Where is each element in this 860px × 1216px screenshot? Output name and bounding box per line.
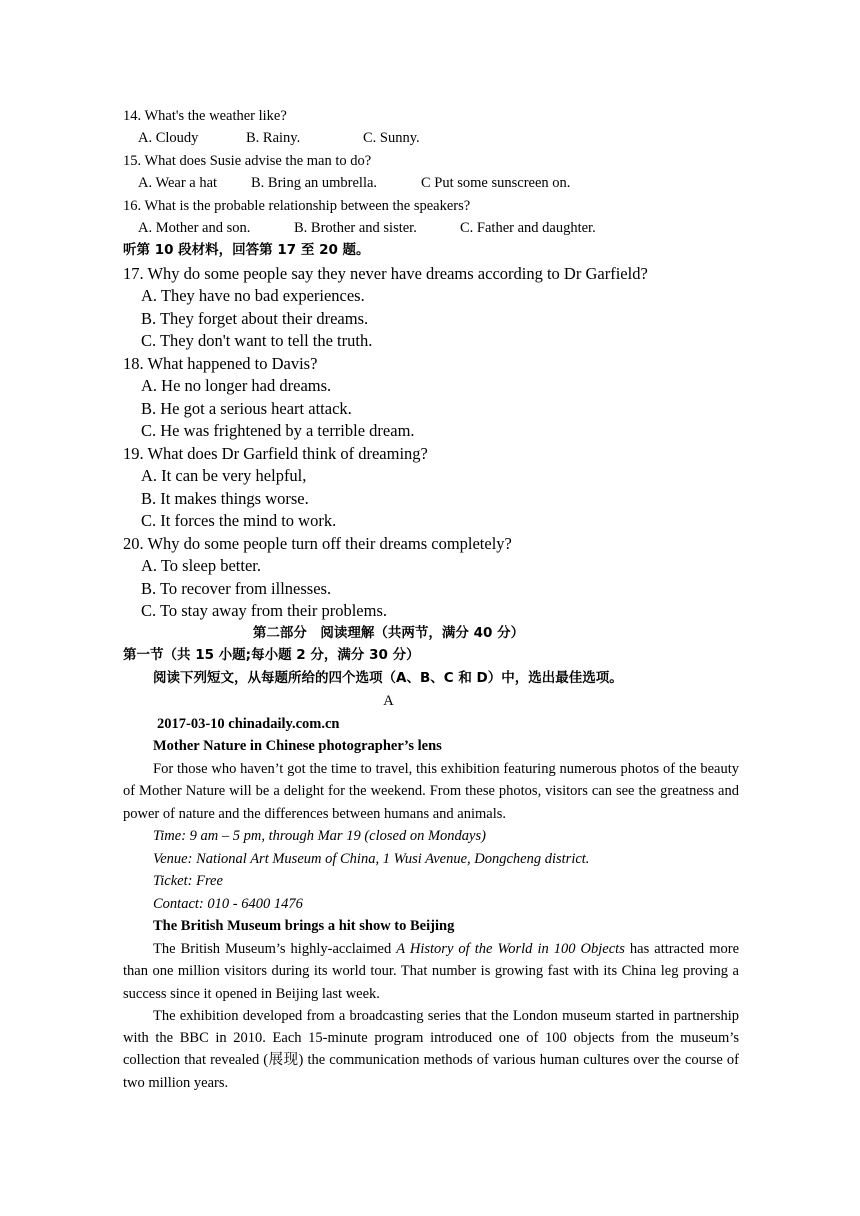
question-19: 19. What does Dr Garfield think of dreaming? [123, 444, 428, 463]
exhibition-name: A History of the World in 100 Objects [396, 941, 625, 957]
part2-heading: 第二部分 阅读理解（共两节，满分 40 分） [252, 625, 525, 641]
option-a: A. Cloudy [138, 130, 199, 146]
article2-title: The British Museum brings a hit show to Beijing [153, 918, 455, 934]
passage-letter: A [383, 693, 394, 709]
event-time: Time: 9 am – 5 pm, through Mar 19 (closed on Mondays) [153, 828, 486, 844]
option-a: A. It can be very helpful, [141, 466, 307, 485]
option-c: C Put some sunscreen on. [421, 175, 571, 191]
article2-paragraph-1: The British Museum’s highly-acclaimed A History of the World in 100 Objects has attracted more than one million visitors during its world tour. That number is growing fast with its China leg proving a success since it opened in Beijing last week. [123, 941, 740, 1002]
event-ticket: Ticket: Free [153, 873, 223, 889]
dateline: 2017-03-10 chinadaily.com.cn [157, 716, 340, 732]
option-c: C. To stay away from their problems. [141, 601, 387, 620]
article2-body [123, 938, 739, 1094]
option-b: B. Bring an umbrella. [251, 175, 378, 191]
option-c: C. They don't want to tell the truth. [141, 331, 373, 350]
option-c: C. Sunny. [363, 130, 420, 146]
section10-instruction: 听第 10 段材料，回答第 17 至 20 题。 [123, 242, 370, 258]
option-b: B. It makes things worse. [141, 489, 309, 508]
question-17: 17. Why do some people say they never have dreams according to Dr Garfield? [123, 264, 648, 283]
option-b: B. They forget about their dreams. [141, 309, 369, 328]
event-venue: Venue: National Art Museum of China, 1 Wusi Avenue, Dongcheng district. [153, 851, 590, 867]
option-b: B. Brother and sister. [294, 220, 417, 236]
option-a: A. Mother and son. [138, 220, 251, 236]
option-a: A. To sleep better. [141, 556, 261, 575]
option-b: B. He got a serious heart attack. [141, 399, 352, 418]
article1-title: Mother Nature in Chinese photographer’s lens [153, 738, 442, 754]
event-contact: Contact: 010 - 6400 1476 [153, 896, 303, 912]
option-c: C. Father and daughter. [460, 220, 596, 236]
option-a: A. Wear a hat [138, 175, 218, 191]
option-b: B. Rainy. [246, 130, 301, 146]
option-a: A. He no longer had dreams. [141, 376, 332, 395]
article2-paragraph-2: The exhibition developed from a broadcasting series that the London museum started in partnership with the BBC in 2010. Each 15-minute program introduced one of 100 objects from the museum’s collection that revealed (展现) the communication methods of various human cultures over the course of two million years. [123, 1007, 739, 1091]
question-16: 16. What is the probable relationship between the speakers? [123, 198, 471, 214]
question-20: 20. Why do some people turn off their dreams completely? [123, 534, 512, 553]
option-c: C. It forces the mind to work. [141, 511, 337, 530]
question-14: 14. What's the weather like? [123, 108, 287, 124]
section1-heading: 第一节（共 15 小题;每小题 2 分，满分 30 分） [123, 647, 420, 663]
option-c: C. He was frightened by a terrible dream. [141, 421, 415, 440]
article1-body: For those who haven’t got the time to travel, this exhibition featuring numerous photos of the beauty of Mother Nature will be a delight for the weekend. From these photos, visitors can see the greatness and power of nature and the differences between humans and animals. [123, 761, 739, 822]
option-a: A. They have no bad experiences. [141, 286, 365, 305]
option-b: B. To recover from illnesses. [141, 579, 332, 598]
question-15: 15. What does Susie advise the man to do? [123, 153, 372, 169]
question-18: 18. What happened to Davis? [123, 354, 318, 373]
reading-instruction: 阅读下列短文，从每题所给的四个选项（A、B、C 和 D）中，选出最佳选项。 [153, 670, 623, 686]
